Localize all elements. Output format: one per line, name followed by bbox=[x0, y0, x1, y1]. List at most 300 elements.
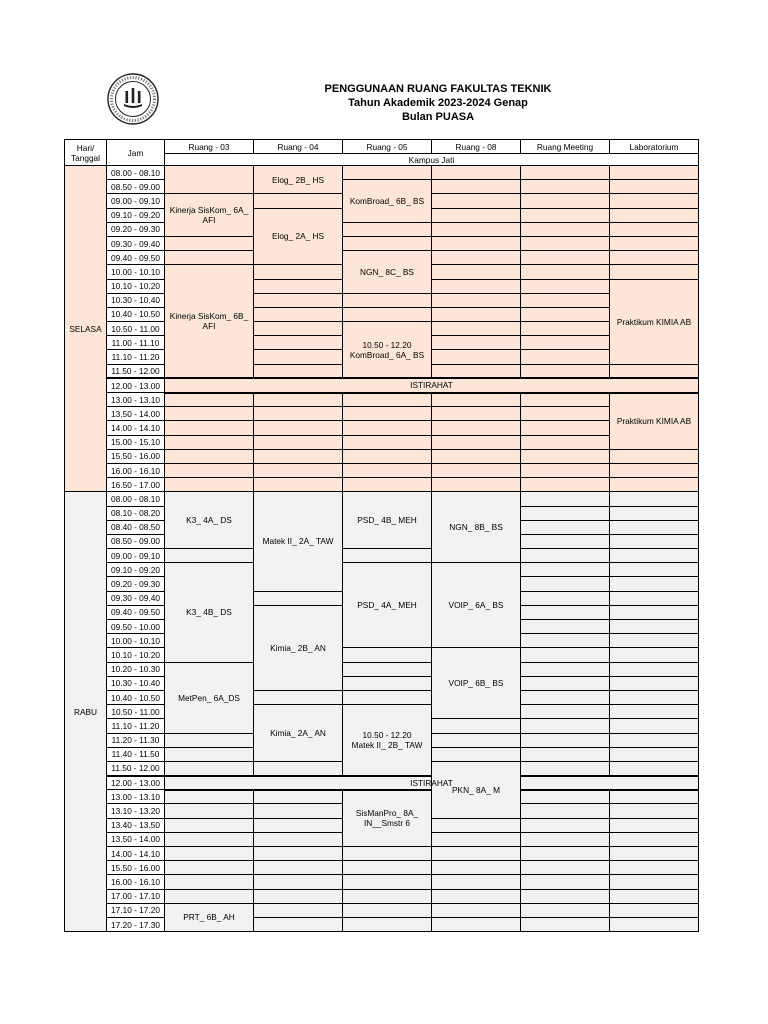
time-slot: 10.30 - 10.40 bbox=[107, 293, 165, 307]
time-slot: 14.00 - 14.10 bbox=[107, 421, 165, 435]
time-slot: 13.50 - 14.00 bbox=[107, 407, 165, 421]
empty-slot bbox=[610, 180, 699, 194]
empty-slot bbox=[432, 463, 521, 477]
time-row bbox=[65, 166, 699, 180]
session-course: Matek II_ 2B_ TAW bbox=[351, 739, 423, 750]
class-session: PKN_ 8A_ M bbox=[432, 761, 521, 818]
time-slot: 10.10 - 10.20 bbox=[107, 279, 165, 293]
time-row bbox=[65, 563, 699, 577]
class-session: Praktikum KIMIA AB bbox=[610, 279, 699, 364]
empty-slot bbox=[254, 350, 343, 364]
empty-slot bbox=[521, 903, 610, 917]
time-row bbox=[65, 790, 699, 804]
time-row bbox=[65, 378, 699, 392]
empty-slot bbox=[610, 818, 699, 832]
empty-slot bbox=[610, 549, 699, 563]
empty-slot bbox=[521, 293, 610, 307]
empty-slot bbox=[254, 917, 343, 931]
time-slot: 10.00 - 10.10 bbox=[107, 634, 165, 648]
empty-slot bbox=[165, 818, 254, 832]
time-slot: 09.40 - 09.50 bbox=[107, 605, 165, 619]
time-slot: 16.00 - 16.10 bbox=[107, 875, 165, 889]
empty-slot bbox=[432, 903, 521, 917]
empty-slot bbox=[521, 591, 610, 605]
empty-slot bbox=[521, 350, 610, 364]
empty-slot bbox=[254, 889, 343, 903]
empty-slot bbox=[610, 605, 699, 619]
class-session: Matek II_ 2A_ TAW bbox=[254, 492, 343, 591]
empty-slot bbox=[165, 251, 254, 265]
time-slot: 15.00 - 15.10 bbox=[107, 435, 165, 449]
empty-slot bbox=[610, 761, 699, 775]
time-slot: 10.10 - 10.20 bbox=[107, 648, 165, 662]
time-slot: 11.40 - 11.50 bbox=[107, 747, 165, 761]
empty-slot bbox=[521, 478, 610, 492]
empty-slot bbox=[610, 747, 699, 761]
time-row bbox=[65, 776, 699, 790]
empty-slot bbox=[165, 861, 254, 875]
empty-slot bbox=[165, 889, 254, 903]
jam-header: Jam bbox=[107, 140, 165, 166]
empty-slot bbox=[254, 832, 343, 846]
class-session: PRT_ 6B_ AH bbox=[165, 903, 254, 931]
empty-slot bbox=[521, 435, 610, 449]
empty-slot bbox=[610, 662, 699, 676]
empty-slot bbox=[521, 520, 610, 534]
time-slot: 10.30 - 10.40 bbox=[107, 676, 165, 690]
empty-slot bbox=[254, 307, 343, 321]
empty-slot bbox=[254, 861, 343, 875]
empty-slot bbox=[521, 563, 610, 577]
empty-slot bbox=[165, 804, 254, 818]
break-label: ISTIRAHAT bbox=[165, 378, 699, 392]
empty-slot bbox=[343, 847, 432, 861]
empty-slot bbox=[521, 676, 610, 690]
empty-slot bbox=[521, 322, 610, 336]
empty-slot bbox=[521, 634, 610, 648]
time-slot: 13.50 - 14.00 bbox=[107, 832, 165, 846]
empty-slot bbox=[610, 690, 699, 704]
time-row bbox=[65, 705, 699, 719]
time-slot: 08.40 - 08.50 bbox=[107, 520, 165, 534]
time-row bbox=[65, 393, 699, 407]
empty-slot bbox=[254, 478, 343, 492]
time-slot: 16.50 - 17.00 bbox=[107, 478, 165, 492]
empty-slot bbox=[165, 747, 254, 761]
empty-slot bbox=[343, 166, 432, 180]
time-slot: 12.00 - 13.00 bbox=[107, 776, 165, 790]
empty-slot bbox=[610, 790, 699, 804]
empty-slot bbox=[521, 534, 610, 548]
empty-slot bbox=[432, 393, 521, 407]
empty-slot bbox=[165, 733, 254, 747]
empty-slot bbox=[432, 350, 521, 364]
time-row bbox=[65, 917, 699, 931]
empty-slot bbox=[521, 705, 610, 719]
empty-slot bbox=[254, 393, 343, 407]
time-slot: 08.50 - 09.00 bbox=[107, 534, 165, 548]
class-session: NGN_ 8B_ BS bbox=[432, 492, 521, 563]
session-time: 10.50 - 12.20 bbox=[362, 729, 412, 740]
empty-slot bbox=[521, 861, 610, 875]
empty-slot bbox=[521, 662, 610, 676]
time-slot: 09.30 - 09.40 bbox=[107, 236, 165, 250]
empty-slot bbox=[343, 393, 432, 407]
empty-slot bbox=[432, 208, 521, 222]
empty-slot bbox=[610, 563, 699, 577]
empty-slot bbox=[165, 421, 254, 435]
empty-slot bbox=[521, 265, 610, 279]
empty-slot bbox=[521, 690, 610, 704]
time-slot: 17.20 - 17.30 bbox=[107, 917, 165, 931]
empty-slot bbox=[432, 322, 521, 336]
empty-slot bbox=[432, 251, 521, 265]
empty-slot bbox=[343, 435, 432, 449]
class-session: Kinerja SisKom_ 6B_ AFI bbox=[165, 265, 254, 379]
empty-slot bbox=[521, 421, 610, 435]
empty-slot bbox=[521, 166, 610, 180]
time-slot: 13.40 - 13.50 bbox=[107, 818, 165, 832]
empty-slot bbox=[343, 676, 432, 690]
empty-slot bbox=[432, 307, 521, 321]
empty-slot bbox=[521, 463, 610, 477]
empty-slot bbox=[343, 463, 432, 477]
empty-slot bbox=[254, 847, 343, 861]
empty-slot bbox=[343, 875, 432, 889]
empty-slot bbox=[521, 733, 610, 747]
empty-slot bbox=[610, 875, 699, 889]
time-row bbox=[65, 889, 699, 903]
empty-slot bbox=[610, 251, 699, 265]
empty-slot bbox=[165, 435, 254, 449]
header-month: Bulan PUASA bbox=[401, 111, 475, 123]
time-slot: 09.00 - 09.10 bbox=[107, 549, 165, 563]
room-header: Ruang - 04 bbox=[254, 140, 343, 154]
time-row bbox=[65, 293, 699, 307]
time-slot: 09.40 - 09.50 bbox=[107, 251, 165, 265]
empty-slot bbox=[254, 194, 343, 208]
time-slot: 11.10 - 11.20 bbox=[107, 719, 165, 733]
day-label: RABU bbox=[65, 492, 107, 932]
empty-slot bbox=[521, 804, 610, 818]
empty-slot bbox=[165, 236, 254, 250]
empty-slot bbox=[521, 364, 610, 378]
empty-slot bbox=[521, 180, 610, 194]
empty-slot bbox=[610, 265, 699, 279]
empty-slot bbox=[432, 435, 521, 449]
empty-slot bbox=[165, 832, 254, 846]
hari-tanggal-header: Hari/ Tanggal bbox=[65, 140, 107, 166]
empty-slot bbox=[610, 620, 699, 634]
time-slot: 11.50 - 12.00 bbox=[107, 364, 165, 378]
empty-slot bbox=[521, 648, 610, 662]
time-row bbox=[65, 421, 699, 435]
empty-slot bbox=[610, 492, 699, 506]
session-course: KomBroad_ 6A_ BS bbox=[349, 349, 425, 360]
empty-slot bbox=[521, 790, 610, 804]
header-academic-year: Tahun Akademik 2023-2024 Genap bbox=[348, 97, 528, 109]
time-slot: 10.40 - 10.50 bbox=[107, 307, 165, 321]
empty-slot bbox=[610, 534, 699, 548]
class-session: K3_ 4B_ DS bbox=[165, 563, 254, 662]
empty-slot bbox=[254, 421, 343, 435]
class-session: Kinerja SisKom_ 6A_ AFI bbox=[165, 194, 254, 237]
time-slot: 09.10 - 09.20 bbox=[107, 208, 165, 222]
header-title: PENGGUNAAN RUANG FAKULTAS TEKNIK bbox=[324, 83, 552, 95]
time-slot: 08.00 - 08.10 bbox=[107, 166, 165, 180]
time-row bbox=[65, 307, 699, 321]
time-row bbox=[65, 875, 699, 889]
time-slot: 09.00 - 09.10 bbox=[107, 194, 165, 208]
empty-slot bbox=[254, 449, 343, 463]
empty-slot bbox=[521, 407, 610, 421]
empty-slot bbox=[343, 889, 432, 903]
empty-slot bbox=[165, 790, 254, 804]
empty-slot bbox=[432, 818, 521, 832]
empty-slot bbox=[521, 492, 610, 506]
class-session: K3_ 4A_ DS bbox=[165, 492, 254, 549]
time-slot: 08.50 - 09.00 bbox=[107, 180, 165, 194]
time-slot: 11.20 - 11.30 bbox=[107, 733, 165, 747]
time-slot: 09.10 - 09.20 bbox=[107, 563, 165, 577]
empty-slot bbox=[343, 236, 432, 250]
empty-slot bbox=[432, 180, 521, 194]
class-session bbox=[343, 322, 432, 379]
empty-slot bbox=[610, 222, 699, 236]
empty-slot bbox=[343, 917, 432, 931]
empty-slot bbox=[610, 194, 699, 208]
time-slot: 08.00 - 08.10 bbox=[107, 492, 165, 506]
time-slot: 09.20 - 09.30 bbox=[107, 222, 165, 236]
empty-slot bbox=[165, 549, 254, 563]
empty-slot bbox=[254, 265, 343, 279]
empty-slot bbox=[521, 336, 610, 350]
empty-slot bbox=[343, 293, 432, 307]
empty-slot bbox=[254, 790, 343, 804]
empty-slot bbox=[165, 761, 254, 775]
empty-slot bbox=[254, 903, 343, 917]
time-row bbox=[65, 449, 699, 463]
empty-slot bbox=[610, 832, 699, 846]
empty-slot bbox=[610, 719, 699, 733]
empty-slot bbox=[343, 449, 432, 463]
time-slot: 11.50 - 12.00 bbox=[107, 761, 165, 775]
empty-slot bbox=[343, 549, 432, 563]
empty-slot bbox=[343, 478, 432, 492]
time-slot: 13.10 - 13.20 bbox=[107, 804, 165, 818]
time-slot: 15.50 - 16.00 bbox=[107, 861, 165, 875]
room-header-row bbox=[65, 140, 699, 154]
schedule-body bbox=[65, 140, 699, 932]
empty-slot bbox=[521, 194, 610, 208]
empty-slot bbox=[610, 847, 699, 861]
time-row bbox=[65, 492, 699, 506]
empty-slot bbox=[343, 222, 432, 236]
time-slot: 09.20 - 09.30 bbox=[107, 577, 165, 591]
time-row bbox=[65, 463, 699, 477]
empty-slot bbox=[165, 847, 254, 861]
time-row bbox=[65, 236, 699, 250]
empty-slot bbox=[610, 463, 699, 477]
empty-slot bbox=[432, 889, 521, 903]
empty-slot bbox=[610, 861, 699, 875]
empty-slot bbox=[610, 903, 699, 917]
empty-slot bbox=[610, 733, 699, 747]
class-session: Praktikum KIMIA AB bbox=[610, 393, 699, 450]
room-header: Ruang - 08 bbox=[432, 140, 521, 154]
empty-slot bbox=[610, 591, 699, 605]
empty-slot bbox=[521, 449, 610, 463]
empty-slot bbox=[432, 733, 521, 747]
empty-slot bbox=[521, 818, 610, 832]
time-row bbox=[65, 251, 699, 265]
empty-slot bbox=[521, 577, 610, 591]
time-slot: 14.00 - 14.10 bbox=[107, 847, 165, 861]
empty-slot bbox=[432, 336, 521, 350]
empty-slot bbox=[343, 648, 432, 662]
empty-slot bbox=[432, 222, 521, 236]
empty-slot bbox=[343, 307, 432, 321]
room-header: Ruang - 05 bbox=[343, 140, 432, 154]
time-slot: 09.30 - 09.40 bbox=[107, 591, 165, 605]
time-row bbox=[65, 648, 699, 662]
class-session: Elog_ 2A_ HS bbox=[254, 208, 343, 265]
campus-label: Kampus Jati bbox=[165, 154, 699, 166]
empty-slot bbox=[610, 478, 699, 492]
empty-slot bbox=[254, 591, 343, 605]
empty-slot bbox=[521, 875, 610, 889]
empty-slot bbox=[254, 279, 343, 293]
empty-slot bbox=[610, 364, 699, 378]
empty-slot bbox=[254, 435, 343, 449]
time-row bbox=[65, 861, 699, 875]
empty-slot bbox=[343, 662, 432, 676]
empty-slot bbox=[432, 421, 521, 435]
empty-slot bbox=[521, 208, 610, 222]
empty-slot bbox=[610, 705, 699, 719]
empty-slot bbox=[521, 917, 610, 931]
empty-slot bbox=[254, 818, 343, 832]
time-slot: 10.40 - 10.50 bbox=[107, 690, 165, 704]
empty-slot bbox=[521, 847, 610, 861]
empty-slot bbox=[343, 407, 432, 421]
empty-slot bbox=[521, 236, 610, 250]
empty-slot bbox=[254, 463, 343, 477]
time-row bbox=[65, 322, 699, 336]
time-row bbox=[65, 180, 699, 194]
empty-slot bbox=[610, 889, 699, 903]
empty-slot bbox=[165, 449, 254, 463]
empty-slot bbox=[165, 393, 254, 407]
empty-slot bbox=[521, 889, 610, 903]
time-row bbox=[65, 549, 699, 563]
class-session: VOIP_ 6B_ BS bbox=[432, 648, 521, 719]
empty-slot bbox=[432, 719, 521, 733]
time-row bbox=[65, 690, 699, 704]
empty-slot bbox=[254, 322, 343, 336]
empty-slot bbox=[610, 520, 699, 534]
empty-slot bbox=[165, 875, 254, 889]
time-row bbox=[65, 478, 699, 492]
class-session: NGN_ 8C_ BS bbox=[343, 251, 432, 294]
time-row bbox=[65, 903, 699, 917]
time-slot: 09.50 - 10.00 bbox=[107, 620, 165, 634]
empty-slot bbox=[343, 861, 432, 875]
room-header: Ruang - 03 bbox=[165, 140, 254, 154]
time-slot: 12.00 - 13.00 bbox=[107, 378, 165, 392]
class-session: Kimia_ 2A_ AN bbox=[254, 705, 343, 762]
empty-slot bbox=[432, 747, 521, 761]
empty-slot bbox=[521, 279, 610, 293]
empty-slot bbox=[521, 393, 610, 407]
document-header bbox=[300, 82, 576, 124]
empty-slot bbox=[432, 166, 521, 180]
empty-slot bbox=[254, 336, 343, 350]
class-session: VOIP_ 6A_ BS bbox=[432, 563, 521, 648]
empty-slot bbox=[432, 478, 521, 492]
time-slot: 11.10 - 11.20 bbox=[107, 350, 165, 364]
class-session: Elog_ 2B_ HS bbox=[254, 166, 343, 194]
break-label: ISTIRAHAT bbox=[165, 776, 699, 790]
empty-slot bbox=[432, 265, 521, 279]
class-session: PSD_ 4A_ MEH bbox=[343, 563, 432, 648]
empty-slot bbox=[432, 364, 521, 378]
time-row bbox=[65, 662, 699, 676]
empty-slot bbox=[610, 577, 699, 591]
time-row bbox=[65, 676, 699, 690]
empty-slot bbox=[610, 236, 699, 250]
class-session: PSD_ 4B_ MEH bbox=[343, 492, 432, 549]
empty-slot bbox=[521, 506, 610, 520]
empty-slot bbox=[165, 407, 254, 421]
room-header: Ruang Meeting bbox=[521, 140, 610, 154]
empty-slot bbox=[254, 364, 343, 378]
empty-slot bbox=[432, 279, 521, 293]
time-row bbox=[65, 847, 699, 861]
class-session: KomBroad_ 6B_ BS bbox=[343, 180, 432, 223]
time-row bbox=[65, 435, 699, 449]
time-slot: 10.50 - 11.00 bbox=[107, 705, 165, 719]
empty-slot bbox=[254, 804, 343, 818]
empty-slot bbox=[610, 449, 699, 463]
empty-slot bbox=[521, 549, 610, 563]
empty-slot bbox=[432, 449, 521, 463]
empty-slot bbox=[343, 690, 432, 704]
empty-slot bbox=[165, 478, 254, 492]
empty-slot bbox=[432, 236, 521, 250]
empty-slot bbox=[521, 222, 610, 236]
time-row bbox=[65, 407, 699, 421]
empty-slot bbox=[521, 307, 610, 321]
time-slot: 13.00 - 13.10 bbox=[107, 790, 165, 804]
empty-slot bbox=[521, 251, 610, 265]
room-schedule-table bbox=[64, 139, 699, 932]
empty-slot bbox=[521, 605, 610, 619]
time-slot: 13.00 - 13.10 bbox=[107, 393, 165, 407]
empty-slot bbox=[254, 690, 343, 704]
empty-slot bbox=[521, 761, 610, 775]
empty-slot bbox=[610, 634, 699, 648]
session-time: 10.50 - 12.20 bbox=[362, 339, 412, 350]
time-slot: 08.10 - 08.20 bbox=[107, 506, 165, 520]
empty-slot bbox=[165, 166, 254, 194]
empty-slot bbox=[432, 861, 521, 875]
time-slot: 15.50 - 16.00 bbox=[107, 449, 165, 463]
class-session: Kimia_ 2B_ AN bbox=[254, 605, 343, 690]
empty-slot bbox=[343, 903, 432, 917]
empty-slot bbox=[254, 875, 343, 889]
empty-slot bbox=[521, 719, 610, 733]
